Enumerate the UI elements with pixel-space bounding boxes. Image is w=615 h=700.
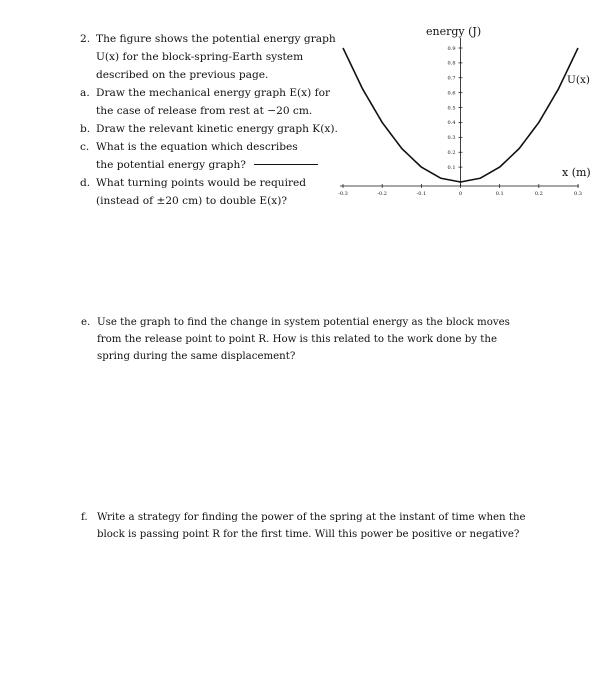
x-tick-label: -0.1 xyxy=(416,191,427,197)
y-tick-label: 0.8 xyxy=(447,60,456,67)
question-2 xyxy=(80,30,342,210)
question-number: 2. xyxy=(80,33,91,45)
answer-blank[interactable] xyxy=(254,164,318,165)
part-a-line-2: the case of release from rest at −20 cm. xyxy=(96,105,313,117)
part-a-line-1: Draw the mechanical energy graph E(x) for xyxy=(96,87,331,99)
part-d-line-2: (instead of ±20 cm) to double E(x)? xyxy=(96,195,288,207)
part-c-line-2-row xyxy=(80,156,342,174)
potential-energy-chart xyxy=(330,18,605,203)
intro-line-3: described on the previous page. xyxy=(96,69,269,81)
part-d-mark: d. xyxy=(80,177,91,189)
part-d xyxy=(80,174,342,192)
part-b-mark: b. xyxy=(80,123,91,135)
part-f-mark: f. xyxy=(81,512,88,523)
part-d-line-1: What turning points would be required xyxy=(96,177,307,189)
part-c-mark: c. xyxy=(80,141,90,153)
y-tick-label: 0.2 xyxy=(447,150,456,157)
x-tick-label: 0.3 xyxy=(574,191,582,197)
part-f-line-1: Write a strategy for finding the power of the spring at the instant of time when the xyxy=(97,512,526,523)
y-axis-label: energy (J) xyxy=(426,25,482,38)
part-b-text: Draw the relevant kinetic energy graph K(x). xyxy=(96,123,338,135)
part-e-line-1: Use the graph to find the change in system potential energy as the block moves xyxy=(97,317,510,328)
part-b xyxy=(80,120,342,138)
question-2-intro xyxy=(80,30,342,48)
part-a-mark: a. xyxy=(80,87,90,99)
y-tick-label: 0.3 xyxy=(447,135,456,142)
series-label: U(x) xyxy=(567,74,590,86)
part-c-line-2: the potential energy graph? xyxy=(96,159,246,171)
x-axis-label: x (m) xyxy=(562,166,591,179)
part-e-line-2: from the release point to point R. How is this related to the work done by the xyxy=(97,334,497,345)
part-a xyxy=(80,84,342,102)
part-c xyxy=(80,138,342,156)
y-tick-label: 0.6 xyxy=(447,90,456,97)
x-tick-label: 0.2 xyxy=(534,191,543,197)
y-tick-label: 0.9 xyxy=(447,45,456,52)
intro-line-1: The figure shows the potential energy graph xyxy=(96,33,336,45)
y-tick-label: 0.7 xyxy=(447,75,456,82)
part-f xyxy=(81,509,551,543)
y-tick-label: 0.1 xyxy=(447,164,456,171)
part-e xyxy=(81,314,551,365)
x-tick-label: 0.1 xyxy=(495,191,504,197)
part-f-line-2: block is passing point R for the first time. Will this power be positive or negative? xyxy=(97,529,520,540)
y-tick-label: 0.4 xyxy=(447,120,456,127)
x-tick-label: 0 xyxy=(458,191,463,197)
part-e-line-3: spring during the same displacement? xyxy=(97,351,296,362)
x-tick-label: -0.2 xyxy=(377,191,387,197)
intro-line-2: U(x) for the block-spring-Earth system xyxy=(96,51,304,63)
part-c-line-1: What is the equation which describes xyxy=(96,141,298,153)
part-e-mark: e. xyxy=(81,317,91,328)
y-tick-label: 0.5 xyxy=(447,105,456,112)
x-tick-label: -0.3 xyxy=(338,191,348,197)
